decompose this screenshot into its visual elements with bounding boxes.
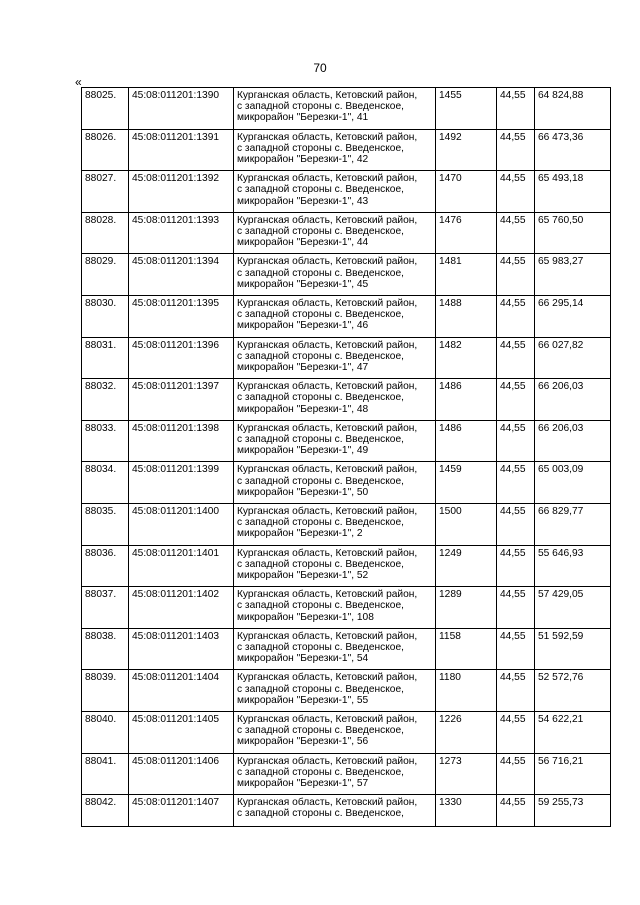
address-line: микрорайон "Березки-1", 44 — [237, 237, 369, 249]
address-line: микрорайон "Березки-1", 54 — [237, 653, 369, 665]
table-row — [82, 503, 611, 545]
row-number-cell: 88030. — [82, 295, 129, 337]
address-line: Курганская область, Кетовский район, — [237, 547, 418, 559]
table-row — [82, 753, 611, 795]
row-number-cell: 88034. — [82, 462, 129, 504]
address-line: Курганская область, Кетовский район, — [237, 672, 418, 684]
address-line: микрорайон "Березки-1", 52 — [237, 569, 369, 581]
cadastral-number-cell: 45:08:011201:1399 — [129, 462, 234, 504]
cadastral-number-cell: 45:08:011201:1407 — [129, 795, 234, 827]
cadastral-number-cell: 45:08:011201:1391 — [129, 129, 234, 171]
address-line: с западной стороны с. Введенское, — [237, 683, 404, 695]
cadastral-value-cell: 54 622,21 — [535, 711, 611, 753]
cadastral-value-cell: 65 760,50 — [535, 212, 611, 254]
address-line: Курганская область, Кетовский район, — [237, 589, 418, 601]
address-line: с западной стороны с. Введенское, — [237, 142, 404, 154]
area-cell: 1486 — [436, 379, 497, 421]
address-cell — [234, 587, 436, 629]
cadastral-value-cell: 66 206,03 — [535, 379, 611, 421]
address-line: Курганская область, Кетовский район, — [237, 630, 418, 642]
cadastral-number-cell: 45:08:011201:1396 — [129, 337, 234, 379]
table-row — [82, 795, 611, 827]
cadastral-value-cell: 59 255,73 — [535, 795, 611, 827]
address-cell — [234, 337, 436, 379]
area-cell: 1488 — [436, 295, 497, 337]
address-cell — [234, 129, 436, 171]
address-cell — [234, 420, 436, 462]
cadastral-value-cell: 55 646,93 — [535, 545, 611, 587]
rate-cell: 44,55 — [497, 795, 535, 827]
cadastral-number-cell: 45:08:011201:1401 — [129, 545, 234, 587]
address-line: микрорайон "Березки-1", 55 — [237, 694, 369, 706]
rate-cell: 44,55 — [497, 379, 535, 421]
table-row — [82, 254, 611, 296]
rate-cell: 44,55 — [497, 670, 535, 712]
table-row — [82, 295, 611, 337]
address-line: с западной стороны с. Введенское, — [237, 517, 404, 529]
area-cell: 1476 — [436, 212, 497, 254]
table-row — [82, 379, 611, 421]
address-cell — [234, 628, 436, 670]
rate-cell: 44,55 — [497, 254, 535, 296]
row-number-cell: 88031. — [82, 337, 129, 379]
area-cell: 1486 — [436, 420, 497, 462]
row-number-cell: 88037. — [82, 587, 129, 629]
address-cell — [234, 295, 436, 337]
cadastral-number-cell: 45:08:011201:1397 — [129, 379, 234, 421]
table-row — [82, 88, 611, 130]
land-plot-registry-table — [81, 87, 611, 827]
rate-cell: 44,55 — [497, 129, 535, 171]
address-line: микрорайон "Березки-1", 46 — [237, 320, 369, 332]
address-line: микрорайон "Березки-1", 41 — [237, 112, 369, 124]
cadastral-value-cell: 57 429,05 — [535, 587, 611, 629]
area-cell: 1500 — [436, 503, 497, 545]
cadastral-value-cell: 65 493,18 — [535, 171, 611, 213]
address-line: микрорайон "Березки-1", 49 — [237, 445, 369, 457]
address-line: микрорайон "Березки-1", 56 — [237, 736, 369, 748]
address-cell — [234, 670, 436, 712]
address-line: микрорайон "Березки-1", 2 — [237, 528, 363, 540]
cadastral-number-cell: 45:08:011201:1398 — [129, 420, 234, 462]
cadastral-number-cell: 45:08:011201:1404 — [129, 670, 234, 712]
address-cell — [234, 462, 436, 504]
address-line: с западной стороны с. Введенское, — [237, 101, 404, 113]
cadastral-value-cell: 65 003,09 — [535, 462, 611, 504]
address-line: с западной стороны с. Введенское, — [237, 558, 404, 570]
cadastral-value-cell: 64 824,88 — [535, 88, 611, 130]
row-number-cell: 88032. — [82, 379, 129, 421]
cadastral-number-cell: 45:08:011201:1394 — [129, 254, 234, 296]
rate-cell: 44,55 — [497, 503, 535, 545]
cadastral-number-cell: 45:08:011201:1392 — [129, 171, 234, 213]
address-cell — [234, 212, 436, 254]
address-line: микрорайон "Березки-1", 43 — [237, 195, 369, 207]
cadastral-value-cell: 66 206,03 — [535, 420, 611, 462]
cadastral-number-cell: 45:08:011201:1390 — [129, 88, 234, 130]
address-line: с западной стороны с. Введенское, — [237, 808, 404, 820]
rate-cell: 44,55 — [497, 212, 535, 254]
table-row — [82, 212, 611, 254]
table-row — [82, 129, 611, 171]
address-cell — [234, 254, 436, 296]
address-line: с западной стороны с. Введенское, — [237, 600, 404, 612]
address-line: Курганская область, Кетовский район, — [237, 339, 418, 351]
area-cell: 1492 — [436, 129, 497, 171]
table-row — [82, 420, 611, 462]
address-line: микрорайон "Березки-1", 45 — [237, 278, 369, 290]
area-cell: 1273 — [436, 753, 497, 795]
area-cell: 1481 — [436, 254, 497, 296]
address-line: микрорайон "Березки-1", 108 — [237, 611, 374, 623]
address-line: Курганская область, Кетовский район, — [237, 505, 418, 517]
area-cell: 1482 — [436, 337, 497, 379]
table-row — [82, 462, 611, 504]
row-number-cell: 88036. — [82, 545, 129, 587]
address-line: Курганская область, Кетовский район, — [237, 90, 418, 101]
rate-cell: 44,55 — [497, 295, 535, 337]
rate-cell: 44,55 — [497, 711, 535, 753]
cadastral-number-cell: 45:08:011201:1405 — [129, 711, 234, 753]
cadastral-value-cell: 66 027,82 — [535, 337, 611, 379]
table-row — [82, 670, 611, 712]
address-cell — [234, 711, 436, 753]
registry-table-body — [82, 88, 611, 827]
area-cell: 1459 — [436, 462, 497, 504]
address-line: с западной стороны с. Введенское, — [237, 350, 404, 362]
row-number-cell: 88035. — [82, 503, 129, 545]
address-line: Курганская область, Кетовский район, — [237, 173, 418, 185]
area-cell: 1470 — [436, 171, 497, 213]
cadastral-value-cell: 66 473,36 — [535, 129, 611, 171]
cadastral-number-cell: 45:08:011201:1406 — [129, 753, 234, 795]
rate-cell: 44,55 — [497, 545, 535, 587]
address-line: с западной стороны с. Введенское, — [237, 433, 404, 445]
opening-quote-mark: « — [75, 75, 82, 89]
area-cell: 1158 — [436, 628, 497, 670]
area-cell: 1289 — [436, 587, 497, 629]
area-cell: 1180 — [436, 670, 497, 712]
table-row — [82, 587, 611, 629]
area-cell: 1330 — [436, 795, 497, 827]
row-number-cell: 88028. — [82, 212, 129, 254]
rate-cell: 44,55 — [497, 420, 535, 462]
address-line: с западной стороны с. Введенское, — [237, 766, 404, 778]
rate-cell: 44,55 — [497, 628, 535, 670]
page-number: 70 — [313, 61, 327, 75]
rate-cell: 44,55 — [497, 171, 535, 213]
rate-cell: 44,55 — [497, 587, 535, 629]
address-line: Курганская область, Кетовский район, — [237, 131, 418, 143]
address-line: с западной стороны с. Введенское, — [237, 641, 404, 653]
address-cell — [234, 753, 436, 795]
address-cell — [234, 795, 436, 827]
address-cell — [234, 379, 436, 421]
area-cell: 1249 — [436, 545, 497, 587]
area-cell: 1455 — [436, 88, 497, 130]
rate-cell: 44,55 — [497, 88, 535, 130]
cadastral-number-cell: 45:08:011201:1402 — [129, 587, 234, 629]
cadastral-number-cell: 45:08:011201:1403 — [129, 628, 234, 670]
address-line: с западной стороны с. Введенское, — [237, 725, 404, 737]
address-line: Курганская область, Кетовский район, — [237, 214, 418, 226]
area-cell: 1226 — [436, 711, 497, 753]
rate-cell: 44,55 — [497, 337, 535, 379]
table-row — [82, 337, 611, 379]
address-line: с западной стороны с. Введенское, — [237, 267, 404, 279]
address-line: с западной стороны с. Введенское, — [237, 225, 404, 237]
cadastral-number-cell: 45:08:011201:1393 — [129, 212, 234, 254]
cadastral-value-cell: 56 716,21 — [535, 753, 611, 795]
address-line: Курганская область, Кетовский район, — [237, 464, 418, 476]
address-cell — [234, 88, 436, 130]
address-line: микрорайон "Березки-1", 57 — [237, 777, 369, 789]
address-line: Курганская область, Кетовский район, — [237, 797, 418, 809]
rate-cell: 44,55 — [497, 462, 535, 504]
row-number-cell: 88038. — [82, 628, 129, 670]
row-number-cell: 88029. — [82, 254, 129, 296]
address-line: с западной стороны с. Введенское, — [237, 392, 404, 404]
row-number-cell: 88041. — [82, 753, 129, 795]
row-number-cell: 88025. — [82, 88, 129, 130]
row-number-cell: 88026. — [82, 129, 129, 171]
table-row — [82, 545, 611, 587]
address-line: Курганская область, Кетовский район, — [237, 713, 418, 725]
row-number-cell: 88027. — [82, 171, 129, 213]
cadastral-value-cell: 52 572,76 — [535, 670, 611, 712]
address-line: с западной стороны с. Введенское, — [237, 475, 404, 487]
address-line: Курганская область, Кетовский район, — [237, 297, 418, 309]
address-line: микрорайон "Березки-1", 48 — [237, 403, 369, 415]
address-line: Курганская область, Кетовский район, — [237, 422, 418, 434]
table-row — [82, 171, 611, 213]
address-line: микрорайон "Березки-1", 42 — [237, 154, 369, 165]
address-cell — [234, 545, 436, 587]
address-line: микрорайон "Березки-1", 47 — [237, 361, 369, 373]
row-number-cell: 88033. — [82, 420, 129, 462]
cadastral-value-cell: 66 829,77 — [535, 503, 611, 545]
rate-cell: 44,55 — [497, 753, 535, 795]
row-number-cell: 88042. — [82, 795, 129, 827]
cadastral-value-cell: 65 983,27 — [535, 254, 611, 296]
address-line: с западной стороны с. Введенское, — [237, 309, 404, 321]
address-line: Курганская область, Кетовский район, — [237, 256, 418, 268]
row-number-cell: 88040. — [82, 711, 129, 753]
address-cell — [234, 171, 436, 213]
address-line: с западной стороны с. Введенское, — [237, 184, 404, 196]
address-line: микрорайон "Березки-1", 50 — [237, 486, 369, 498]
address-cell — [234, 503, 436, 545]
row-number-cell: 88039. — [82, 670, 129, 712]
table-row — [82, 711, 611, 753]
address-line: Курганская область, Кетовский район, — [237, 755, 418, 767]
cadastral-value-cell: 66 295,14 — [535, 295, 611, 337]
cadastral-number-cell: 45:08:011201:1395 — [129, 295, 234, 337]
table-row — [82, 628, 611, 670]
cadastral-number-cell: 45:08:011201:1400 — [129, 503, 234, 545]
address-line: Курганская область, Кетовский район, — [237, 381, 418, 393]
cadastral-value-cell: 51 592,59 — [535, 628, 611, 670]
